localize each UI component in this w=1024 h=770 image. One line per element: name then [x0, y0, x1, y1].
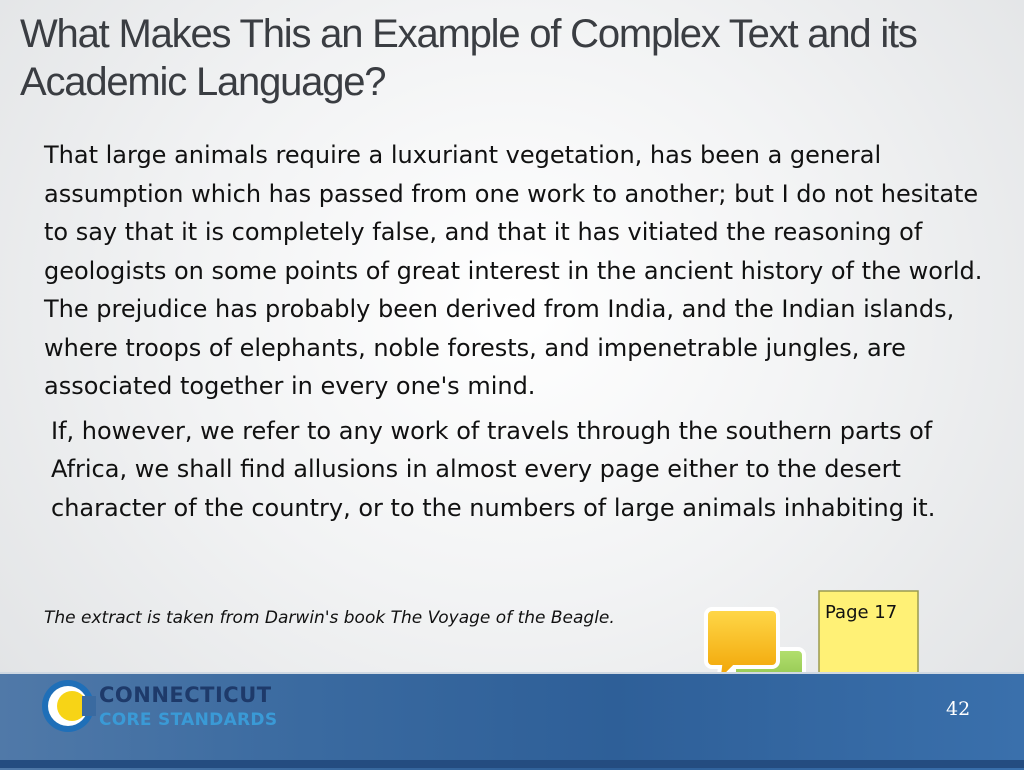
slide-number: 42 — [946, 698, 971, 720]
sticky-note-label: Page 17 — [825, 602, 898, 623]
connecticut-c-logo-icon — [40, 678, 96, 734]
logo-text-connecticut: CONNECTICUT — [99, 683, 272, 707]
paragraph-2: If, however, we refer to any work of travels through the southern parts of Africa, we shall find allusions in almost every page either to the desert character of the country, or to the numbers of large animals inhabiting it. — [51, 416, 936, 522]
slide-title: What Makes This an Example of Complex Text and its Academic Language? — [20, 12, 917, 104]
logo-text-core-standards: CORE STANDARDS — [99, 710, 278, 730]
quote-text — [44, 136, 994, 527]
source-caption: The extract is taken from Darwin's book The Voyage of the Beagle. — [44, 608, 615, 628]
paragraph-1: That large animals require a luxuriant vegetation, has been a general assumption which has passed from one work to another; but I do not hesitate to say that it is completely false, and that it has vitiated the reasoning of geologists on some points of great interest in the ancient history of the world. The prejudice has probably been derived from India, and the Indian islands, where troops of elephants, noble forests, and impenetrable jungles, are associated together in every one's mind. — [44, 141, 983, 400]
footer-stripe — [0, 760, 1024, 768]
